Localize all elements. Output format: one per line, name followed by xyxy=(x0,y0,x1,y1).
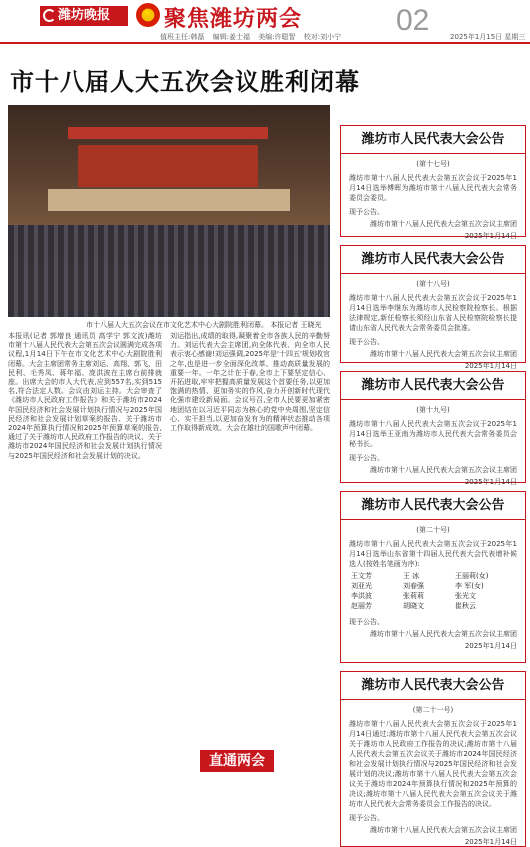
logo-text: 潍坊晚报 xyxy=(58,8,111,23)
candidate-name: 李洪波 xyxy=(351,592,372,600)
notice-body: 潍坊市第十八届人民代表大会第五次会议于2025年1月14日选举山东省第十四届人民代表大会代表增补候选人(按姓名笔画为序): xyxy=(349,540,517,568)
notice-20 xyxy=(340,491,526,663)
notice-signer: 潍坊市第十八届人民代表大会第五次会议主席团 xyxy=(370,220,517,228)
notice-body: 潍坊市第十八届人民代表大会第五次会议于2025年1月14日选举李继东为潍坊市人民检察院检察长。根据法律规定,新任检察长须经山东省人民检察院检察长提请山东省人民代表大会常务委员会批准。 xyxy=(349,294,517,332)
notice-date: 2025年1月14日 xyxy=(464,232,517,240)
candidate-name: 张光文 xyxy=(455,592,476,600)
notice-number: (第二十一号) xyxy=(412,706,454,714)
credit-item: 校对:刘小宁 xyxy=(303,33,342,41)
section-title: 聚焦潍坊两会 xyxy=(164,6,303,32)
stage-banner xyxy=(68,127,268,139)
notice-note: 现予公告。 xyxy=(349,208,384,216)
notice-date: 2025年1月14日 xyxy=(464,838,517,846)
notice-signer: 潍坊市第十八届人民代表大会第五次会议主席团 xyxy=(370,826,517,834)
masthead xyxy=(0,0,530,44)
candidate-name: 张莉莉 xyxy=(403,592,424,600)
article-column-1: 本报讯(记者 郭增良 通讯员 高学宁 郭文波)潍坊市第十八届人民代表大会第五次会议圆满完成各项议程,1月14日下午在市文化艺术中心大剧院胜利闭幕。大会主席团常务主席刘运、高翔、郭飞、田民利、毛秀凤、蒋年福、庞洪波在主席台前排就座。出席大会的市人大代表,应到557名,实到515名,符合法定人数。会议由刘运主持。大会审查了《潍坊市人民政府工作报告》和关于潍坊市2024年国民经济和社会发展计划执行情况与2025年国民经济和社会发展计划草案的报告、关于潍坊市2024年预算执行情况和2025年预算草案的报告,通过了关于潍坊市人民政府工作报告的决议、关于潍坊市2024年国民经济和社会发展计划执行情况与2025年国民经济和社会发展计划的决议。 xyxy=(8,332,162,460)
credit-item: 编辑:姜士福 xyxy=(212,33,250,41)
notice-date: 2025年1月14日 xyxy=(464,478,517,486)
stage-backdrop xyxy=(78,145,258,187)
notice-title: 潍坊市人民代表大会公告 xyxy=(341,126,525,154)
candidate-name: 王丽莉(女) xyxy=(455,572,489,580)
national-emblem-icon: ★ xyxy=(136,3,160,27)
logo-swirl-icon xyxy=(43,9,56,22)
notice-18 xyxy=(340,245,526,370)
headline: 市十八届人大五次会议胜利闭幕 xyxy=(10,67,360,96)
candidate-name: 王 冰 xyxy=(403,572,420,580)
notice-signer: 潍坊市第十八届人民代表大会第五次会议主席团 xyxy=(370,350,517,358)
rostrum xyxy=(48,189,290,211)
editor-credits xyxy=(160,32,347,42)
notice-note: 现予公告。 xyxy=(349,618,384,626)
news-photo xyxy=(8,105,330,317)
candidate-names xyxy=(341,569,525,613)
newspaper-logo xyxy=(40,6,128,26)
candidate-name: 崔秋云 xyxy=(455,602,476,610)
notice-number: (第十八号) xyxy=(416,280,450,288)
notice-number: (第二十号) xyxy=(416,526,450,534)
candidate-name: 李 军(女) xyxy=(455,582,484,590)
notice-title: 潍坊市人民代表大会公告 xyxy=(341,246,525,274)
notice-note: 现予公告。 xyxy=(349,454,384,462)
candidate-name: 赵丽芳 xyxy=(351,602,372,610)
footer-banner: 直通两会 xyxy=(200,750,274,772)
notice-number: (第十九号) xyxy=(416,406,450,414)
credit-item: 值班主任:韩磊 xyxy=(160,33,205,41)
notice-number: (第十七号) xyxy=(416,160,450,168)
notice-19 xyxy=(340,371,526,486)
notice-body: 潍坊市第十八届人民代表大会第五次会议于2025年1月14日选举王亚南为潍坊市人民代表大会常务委员会秘书长。 xyxy=(349,420,517,448)
credit-item: 美编:许聪智 xyxy=(258,33,296,41)
candidate-name: 刘亚光 xyxy=(351,582,372,590)
notice-signer: 潍坊市第十八届人民代表大会第五次会议主席团 xyxy=(370,466,517,474)
notice-signer: 潍坊市第十八届人民代表大会第五次会议主席团 xyxy=(370,630,517,638)
notice-21 xyxy=(340,671,526,847)
notice-body: 潍坊市第十八届人民代表大会第五次会议于2025年1月14日通过:潍坊市第十八届人民代表大会第五次会议关于潍坊市人民政府工作报告的决议;潍坊市第十八届人民代表大会第五次会议关于潍坊市2024年国民经济和社会发展计划执行情况与2025年国民经济和社会发展计划的决议;潍坊市第十八届人民代表大会第五次会议关于潍坊市2024年预算执行情况和2025年预算的决议;潍坊市第十八届人民代表大会第五次会议关于潍坊市人民代表大会常务委员会工作报告的决议。 xyxy=(349,720,517,808)
notice-note: 现予公告。 xyxy=(349,814,384,822)
photo-caption: 市十八届人大五次会议在市文化艺术中心大剧院胜利闭幕。 本报记者 王晓光 xyxy=(86,321,322,329)
header-rule xyxy=(0,42,530,44)
notice-date: 2025年1月14日 xyxy=(464,642,517,650)
notice-body: 潍坊市第十八届人民代表大会第五次会议于2025年1月14日选举傅晖为潍坊市第十八届人民代表大会常务委员会委员。 xyxy=(349,174,517,202)
candidate-name: 王文芳 xyxy=(351,572,372,580)
notice-title: 潍坊市人民代表大会公告 xyxy=(341,672,525,700)
notice-title: 潍坊市人民代表大会公告 xyxy=(341,372,525,400)
candidate-name: 胡晓文 xyxy=(403,602,424,610)
page-number: 02 xyxy=(396,4,430,37)
notice-note: 现予公告。 xyxy=(349,338,384,346)
notice-17 xyxy=(340,125,526,240)
candidate-name: 刘春强 xyxy=(403,582,424,590)
article-column-2: 刘运指出,成绩的取得,凝聚着全市各族人民的辛勤努力。刘运代表大会主席团,向全体代表、向全市人民表示衷心感谢!刘运强调,2025年是'十四五'规划收官之年,也是进一步全面深化改革、推动高质量发展的重要一年。一年之计在于春,全市上下要坚定信心、开拓进取,牢牢把握高质量发展这个首要任务,以更加饱满的热情、更加务实的作风,奋力开创新时代现代化强市建设新局面。会议号召,全市人民要更加紧密地团结在以习近平同志为核心的党中央周围,坚定信心、实干担当,以更加奋发有为的精神状态推动各项工作取得新成效。大会在雄壮的国歌声中闭幕。 xyxy=(170,332,330,433)
audience-seats xyxy=(8,225,330,317)
issue-date: 2025年1月15日 星期三 xyxy=(450,33,526,41)
notice-title: 潍坊市人民代表大会公告 xyxy=(341,492,525,520)
notice-date: 2025年1月14日 xyxy=(464,362,517,370)
